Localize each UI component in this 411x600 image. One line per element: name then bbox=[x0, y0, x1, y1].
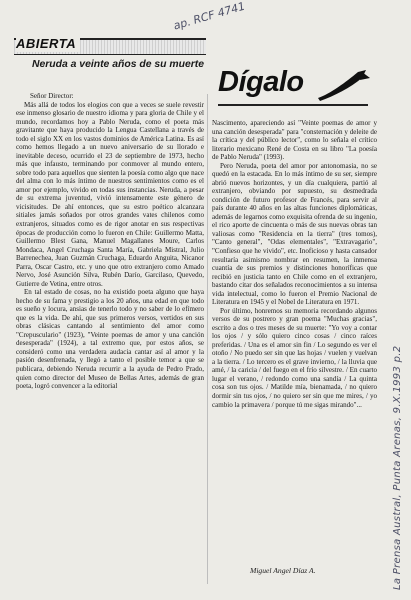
section-label: ABIERTA bbox=[16, 36, 80, 52]
logo-underline bbox=[218, 104, 368, 106]
speech-bubble-icon bbox=[312, 68, 372, 104]
digalo-logo: Dígalo bbox=[218, 66, 304, 98]
paragraph: En tal estado de cosas, no ha existido poeta alguno que haya hecho de su fama y prestigio a los 20 años, una edad en que todo es sueño y locura, ansias de tenerlo todo y no saber de lo efímero que es la vida. De ahí, que sus primeros versos, vertidos en sus obras clásicas cantando al sentimiento del amor como "Crepusculario" (1923), "Veinte poemas de amor y una canción desesperada" (1924), a tal extremo que, por estos años, se consideró como una verdadera audacia cantar así al amor y la pasión desenfrenada, y llegó a tanto el posible temor a que se publicara, debiendo Neruda recurrir a la ayuda de Pedro Prado, quien como director del Museo de Bellas Artes, además de gran poeta, logró convencer a la editorial bbox=[16, 288, 204, 391]
handwritten-source-note: La Prensa Austral, Punta Arenas, 9.X.1993 p.2 bbox=[392, 345, 403, 590]
salutation: Señor Director: bbox=[30, 92, 74, 100]
paragraph: Por último, honremos su memoria recordando algunos versos de su postrero y gran poema "Muchas gracias", escrito a dos o tres meses de su muerte: "Yo voy a contar los ojos / y sólo quiero cinco cosas / cinco raíces preferidas. / Una es el amor sin fin / Lo segundo es ver el otoño / No puedo ser sin que las hojas / vuelen y vuelvan a la tierra. / Lo tercero es el grave invierno, / la lluvia que amé, / la caricia / del fuego en el frío silvestre. / En cuarto lugar el verano, / redondo como una sandía / La quinta cosa son tus ojos. / Matilde mía, bienamada, / no quiero dormir sin tus ojos, / no quiero ser sin que me mires, / yo cambio la primavera / porque tú me sigas mirando"... bbox=[212, 306, 377, 409]
article-column-right bbox=[212, 119, 377, 409]
article-column-left bbox=[16, 92, 204, 391]
handwritten-archive-note: ap. RCF 4741 bbox=[172, 0, 247, 33]
paragraph: Más allá de todos los elogios con que a veces se suele revestir ese inmenso glosario de nuestro idioma y para gloria de Chile y el mundo, recordamos hoy a Pablo Neruda, como el poeta más gravitante que haya producido la Lengua Castellana a través de todo el siglo XX en los vastos dominios de América Latina. Es así como hemos llegado a un nuevo aniversario de su llorado e inevitable deceso, ocurrido el 23 de septiembre de 1973, hecho más que infausto, terminando por conmover al mundo entero, sobre todo para aquellos que sienten la poesía como algo que nace del alma con lo más íntimo de nuestros sentimientos como es el amor por ejemplo, vivido en todas sus instancias. Neruda, a pesar de su extrema juventud, vivió intensamente este género de vicisitudes. De ahí entonces, que su estro poético alcanzara sitiales jamás soñados por otros grandes vates chilenos como extranjeros, situados como es de rigor anotar en sus respectivas épocas de producción como lo fueron en Chile: Guillermo Matta, Guillermo Blest Gana, Manuel Magallanes Moure, Carlos Mondaca, Angel Cruchaga Santa María, Gabriela Mistral, Julio Barrenechea, Juan Guzmán Cruchaga, Eduardo Anguita, Nicanor Parra, Oscar Castro, etc. y uno que otro extranjero como Amado Nervo, José Asunción Silva, Rubén Darío, Garcilaso, Quevedo, Gutierre de Vetina, entre otros. bbox=[16, 100, 204, 288]
author-signature: Miguel Angel Díaz A. bbox=[250, 566, 316, 575]
column-divider bbox=[207, 94, 208, 584]
article-headline: Neruda a veinte años de su muerte bbox=[31, 59, 205, 70]
paragraph: Nascimento, apareciendo así "Veinte poemas de amor y una canción desesperada" para "consternación y deleite de la crítica y del público lector", como lo señala el crítico literario mexicano René de Costa en su libro "La poesía de Pablo Neruda" (1993). bbox=[212, 119, 377, 162]
paragraph: Pero Neruda, poeta del amor por antonomasia, no se quedó en la estacada. En lo más íntimo de su ser, siempre abrió nuevos horizontes, y un día cualquiera, partió al extranjero, obviando por supuesto, su desmedrada condición de futuro profesor de Francés, para servir al país durante 40 años en las altas funciones diplomáticas, además de legarnos como exquisita ofrenda de su ingenio, el rico aporte de cincuenta o más de sus nuevas obras tan valiosas como "Residencia en la tierra" (tres tomos), "Canto general", "Odas elementales", "Extravagario", "Confieso que he vivido", etc. Inoficioso y hasta cansador resultaría asimismo nombrar en resumen, la inmensa cuantía de sus premios y distinciones honoríficas que recibió en justicia tanto en Chile como en el extranjero, bastando citar dos señalados reconocimientos a su intensa vida intelectual, como lo fueron el Premio Nacional de Literatura en 1945 y el Nobel de Literatura en 1971. bbox=[212, 161, 377, 307]
